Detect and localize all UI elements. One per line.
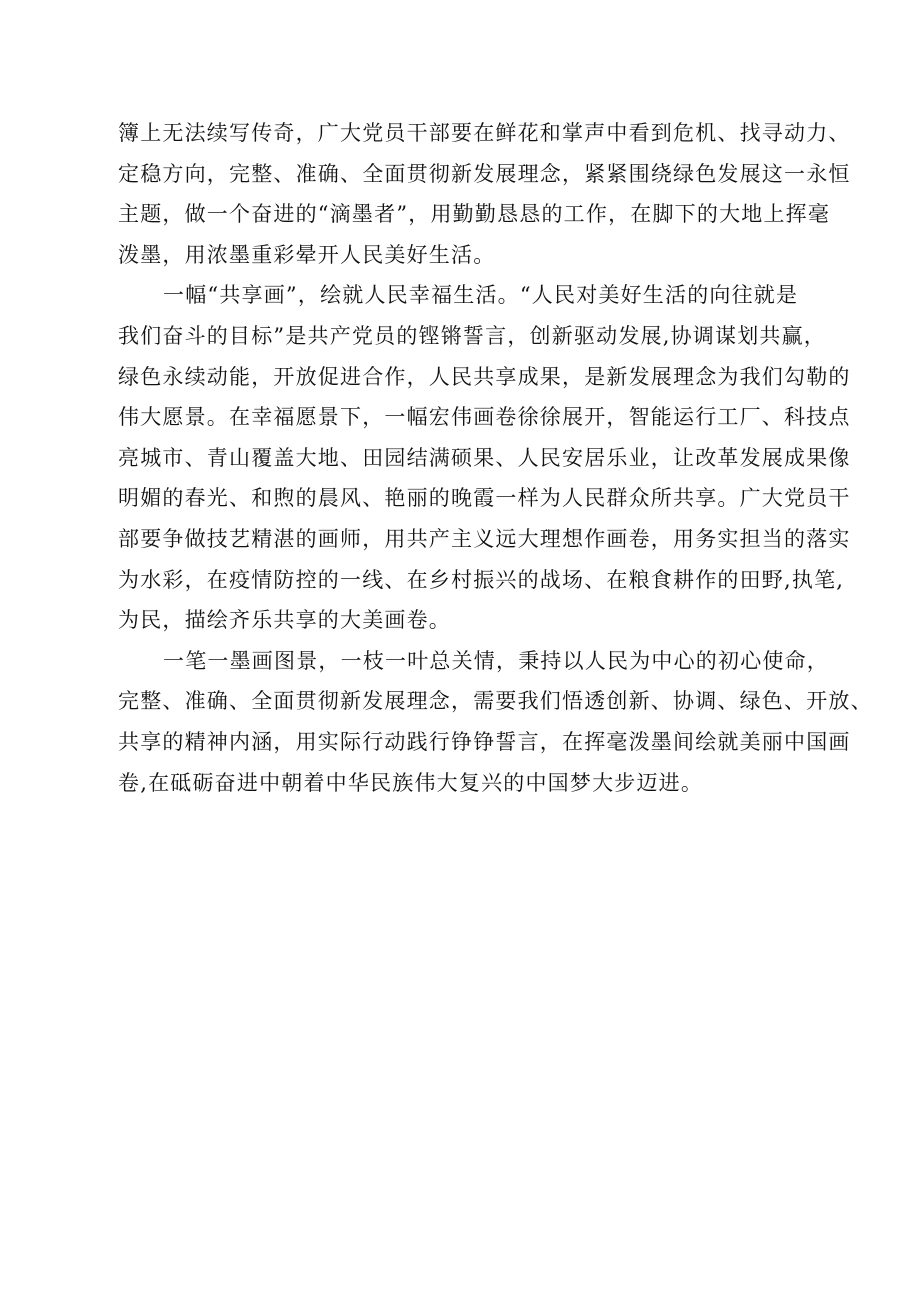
text-line: 一幅“共享画”，绘就人民幸福生活。“人民对美好生活的向往就是 [163, 283, 799, 308]
text-line: 一笔一墨画图景，一枝一叶总关情，秉持以人民为中心的初心使命， [163, 648, 829, 673]
text-line: 共享的精神内涵，用实际行动践行铮铮誓言，在挥毫泼墨间绘就美丽中国画 [118, 729, 851, 754]
text-line: 定稳方向，完整、准确、全面贯彻新发展理念，紧紧围绕绿色发展这一永恒 [118, 161, 851, 186]
paragraph-1 [118, 113, 851, 275]
paragraph-2 [118, 275, 851, 640]
text-line: 绿色永续动能，开放促进合作，人民共享成果，是新发展理念为我们勾勒的 [118, 364, 851, 389]
text-line: 部要争做技艺精湛的画师，用共产主义远大理想作画卷，用务实担当的落实 [118, 526, 851, 551]
text-line: 完整、准确、全面贯彻新发展理念，需要我们悟透创新、协调、绿色、开放、 [118, 689, 873, 714]
document-body [118, 113, 873, 803]
text-line: 泼墨，用浓墨重彩晕开人民美好生活。 [118, 242, 496, 267]
text-line: 为水彩，在疫情防控的一线、在乡村振兴的战场、在粮食耕作的田野,执笔, [118, 567, 845, 592]
text-line: 主题，做一个奋进的“滴墨者”，用勤勤恳恳的工作，在脚下的大地上挥毫 [118, 202, 831, 227]
text-line: 为民，描绘齐乐共享的大美画卷。 [118, 608, 451, 633]
text-line: 明媚的春光、和煦的晨风、艳丽的晚霞一样为人民群众所共享。广大党员干 [118, 486, 851, 511]
text-line: 我们奋斗的目标”是共产党员的铿锵誓言，创新驱动发展,协调谋划共赢， [118, 323, 827, 348]
text-line: 卷,在砥砺奋进中朝着中华民族伟大复兴的中国梦大步迈进。 [118, 770, 704, 795]
text-line: 簿上无法续写传奇，广大党员干部要在鲜花和掌声中看到危机、找寻动力、 [118, 121, 851, 145]
text-line: 亮城市、青山覆盖大地、田园结满硕果、人民安居乐业，让改革发展成果像 [118, 445, 851, 470]
text-line: 伟大愿景。在幸福愿景下，一幅宏伟画卷徐徐展开，智能运行工厂、科技点 [118, 405, 851, 430]
paragraph-3 [118, 641, 873, 803]
